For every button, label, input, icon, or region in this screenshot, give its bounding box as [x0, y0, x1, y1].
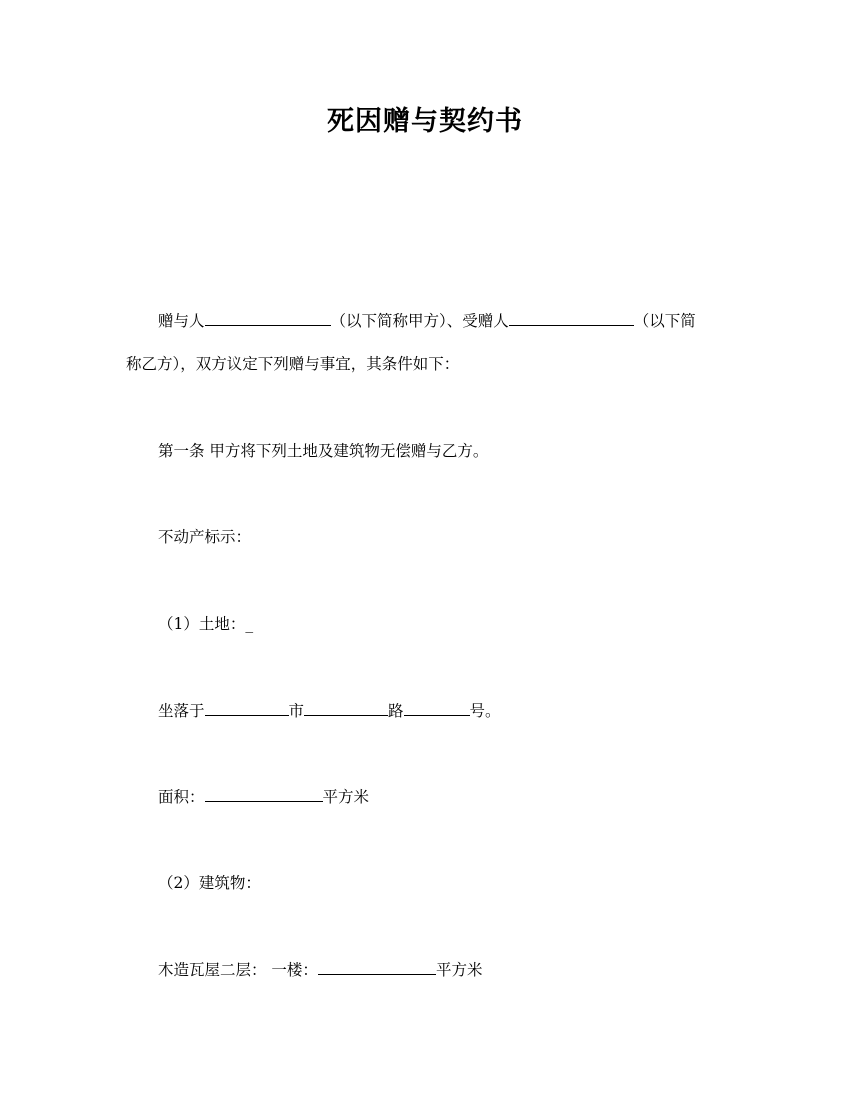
donor-abbrev-text: （以下简称甲方）、受赠人	[330, 312, 509, 330]
structure-line	[158, 959, 482, 981]
road-label: 路	[388, 702, 404, 720]
land-blank[interactable]: _	[245, 615, 254, 633]
land-line	[158, 613, 253, 635]
structure-label: 木造瓦屋二层： 一楼：	[158, 961, 318, 979]
location-line	[158, 700, 501, 722]
document-title: 死因赠与契约书	[327, 106, 523, 137]
location-prefix: 坐落于	[158, 702, 205, 720]
number-blank[interactable]	[404, 700, 470, 716]
area-blank[interactable]	[205, 786, 323, 802]
area-label: 面积：	[158, 788, 205, 806]
building-line: （2）建筑物：	[158, 874, 261, 892]
floor1-area-blank[interactable]	[318, 959, 436, 975]
recipient-name-blank[interactable]	[509, 310, 634, 326]
road-blank[interactable]	[304, 700, 388, 716]
article-1: 第一条 甲方将下列土地及建筑物无偿赠与乙方。	[158, 442, 489, 460]
donor-label: 赠与人	[158, 312, 205, 330]
intro-line-1	[158, 310, 696, 332]
area-line	[158, 786, 369, 808]
donor-name-blank[interactable]	[205, 310, 331, 326]
land-label: （1）土地：	[158, 615, 246, 633]
number-label: 号。	[469, 702, 501, 720]
property-heading: 不动产标示：	[158, 528, 252, 546]
intro-line-2: 称乙方），双方议定下列赠与事宜，其条件如下：	[126, 355, 460, 373]
city-blank[interactable]	[205, 700, 289, 716]
structure-unit: 平方米	[435, 961, 483, 979]
city-label: 市	[288, 702, 305, 720]
area-unit: 平方米	[322, 788, 370, 806]
recipient-abbrev-text: （以下简	[633, 312, 696, 330]
